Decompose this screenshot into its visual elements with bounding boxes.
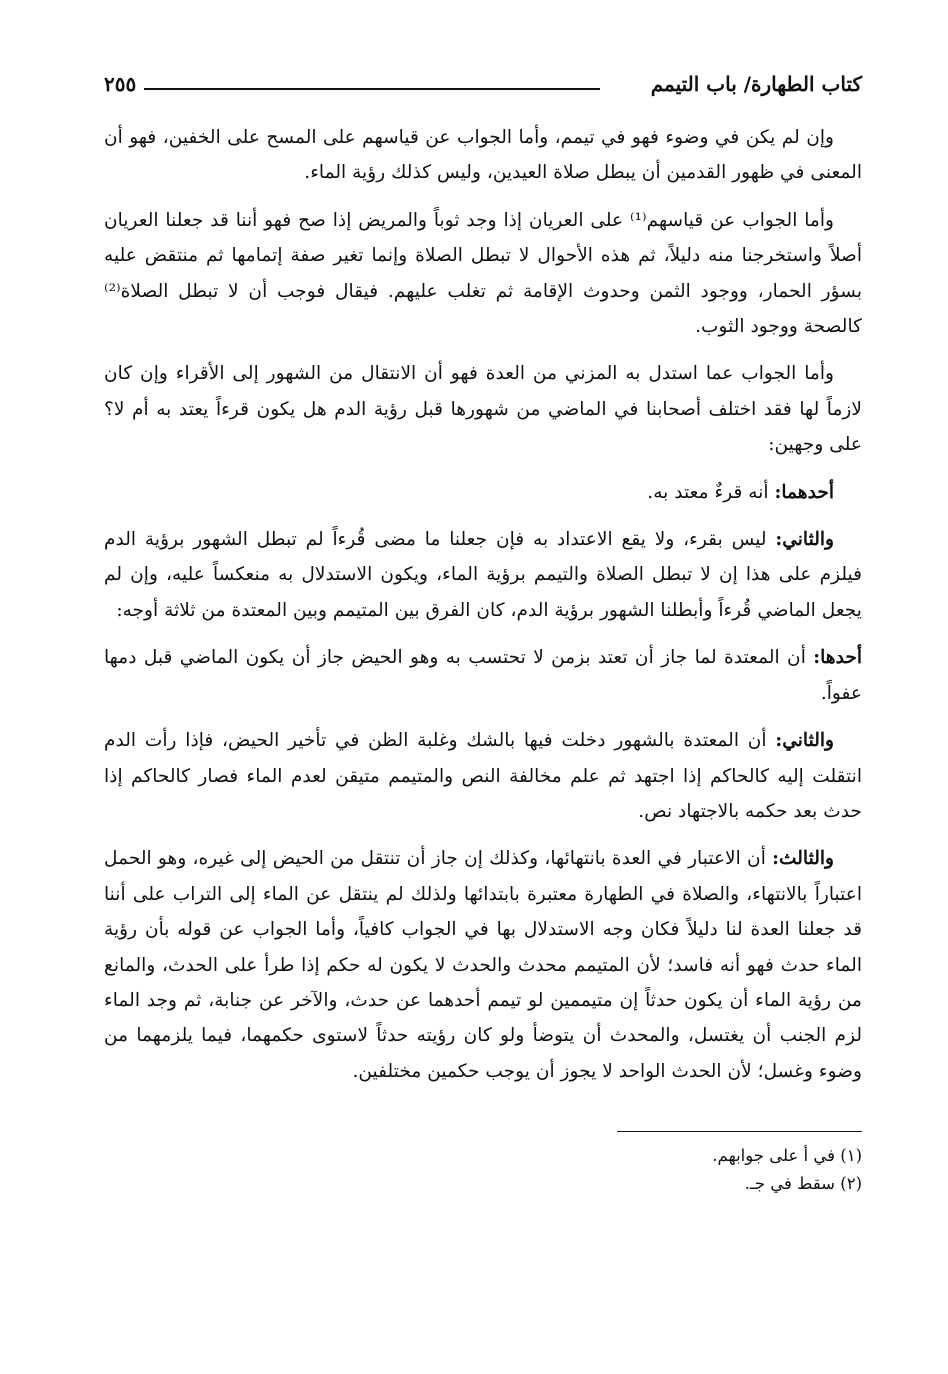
- paragraph: أحدهما: أنه قرءٌ معتد به.: [647, 481, 834, 503]
- paragraph-lead: أحدها:: [813, 647, 862, 669]
- paragraph-lead: والثاني:: [775, 730, 834, 752]
- paragraph-lead: والثاني:: [775, 529, 834, 551]
- footnotes: [104, 1142, 862, 1198]
- paragraph-lead: أحدهما:: [774, 481, 834, 503]
- running-header: [104, 68, 862, 108]
- paragraph: والثاني: أن المعتدة بالشهور دخلت فيها بالشك وغلبة الظن في تأخير الحيض، فإذا رأت الدم انتقلت إليه كالحاكم إذا اجتهد ثم علم مخالفة النص والمتيمم متيقن لعدم الماء فصار كالحاكم إذا حدث بعد حكمه بالاجتهاد نص.: [104, 730, 862, 822]
- book-page: [104, 68, 862, 1374]
- footnote: (١) في أ على جوابهم.: [712, 1146, 862, 1166]
- paragraph: وأما الجواب عما استدل به المزني من العدة فهو أن الانتقال من الشهور إلى الأقراء وإن كان لازماً لها فقد اختلف أصحابنا في الماضي من شهورها قبل رؤية الدم هل يكون قرءاً يعتد به أم لا؟ على وجهين:: [104, 363, 862, 456]
- paragraph: وإن لم يكن في وضوء فهو في تيمم، وأما الجواب عن قياسهم على المسح على الخفين، فهو أن المعنى في ظهور القدمين أن يبطل صلاة العيدين، وليس كذلك رؤية الماء.: [104, 127, 862, 184]
- paragraph-lead: والثالث:: [772, 848, 834, 870]
- page-number: ٢٥٥: [104, 72, 137, 96]
- header-rule: [144, 88, 600, 90]
- paragraph: أحدها: أن المعتدة لما جاز أن تعتد بزمن لا تحتسب به وهو الحيض جاز أن يكون الماضي قبل دمها عفواً.: [104, 647, 862, 704]
- header-title: كتاب الطهارة/ باب التيمم: [650, 72, 862, 96]
- paragraph: والثالث: أن الاعتبار في العدة بانتهائها، وكذلك إن جاز أن تنتقل من الحيض إلى غيره، وهو الحمل اعتباراً بالانتهاء، والصلاة في الطهارة معتبرة بابتدائها ولذلك لم ينتقل عن الماء إلى التراب على أننا قد جعلنا العدة لنا دليلاً فكان وجه الاستدلال بها في الجواب كافياً، وأما الجواب عن قوله بأن رؤية الماء حدث فهو أنه فاسد؛ لأن المتيمم محدث والحدث لا يكون له حكم إذا طرأ على الحدث، والمانع من رؤية الماء أن يكون حدثاً إن متيممين لو تيمم أحدهما عن حدث، والآخر عن جنابة، ثم وجد الماء لزم الجنب أن يغتسل، والمحدث أن يتوضأ ولو كان رؤيته حدثاً لاستوى حكمهما، فيما يلزمهما من وضوء وغسل؛ لأن الحدث الواحد لا يجوز أن يوجب حكمين مختلفين.: [104, 848, 862, 1082]
- paragraph: وأما الجواب عن قياسهم⁽¹⁾ على العريان إذا وجد ثوباً والمريض إذا صح فهو أننا قد جعلنا العريان أصلاً واستخرجنا منه دليلاً، ثم هذه الأحوال لا تبطل الصلاة وإنما تغير صفة إتمامها ثم منتقض عليه بسؤر الحمار، ووجود الثمن وحدوث الإقامة ثم تغلب عليهم. فيقال فوجب أن لا تبطل الصلاة⁽²⁾ كالصحة ووجود الثوب.: [104, 209, 862, 338]
- footnote-separator: [617, 1131, 862, 1132]
- paragraph: والثاني: ليس بقرء، ولا يقع الاعتداد به فإن جعلنا ما مضى قُرءاً لم تبطل الشهور برؤية الدم فيلزم على هذا إن لا تبطل الصلاة والتيمم برؤية الماء، ويكون الاستدلال به منعكساً عليه، وإن لم يجعل الماضي قُرءاً وأبطلنا الشهور برؤية الدم، كان الفرق بين المتيمم وبين المعتدة من ثلاثة أوجه:: [104, 529, 862, 621]
- footnote: (٢) سقط في جـ.: [744, 1174, 862, 1194]
- main-text: [104, 120, 862, 1089]
